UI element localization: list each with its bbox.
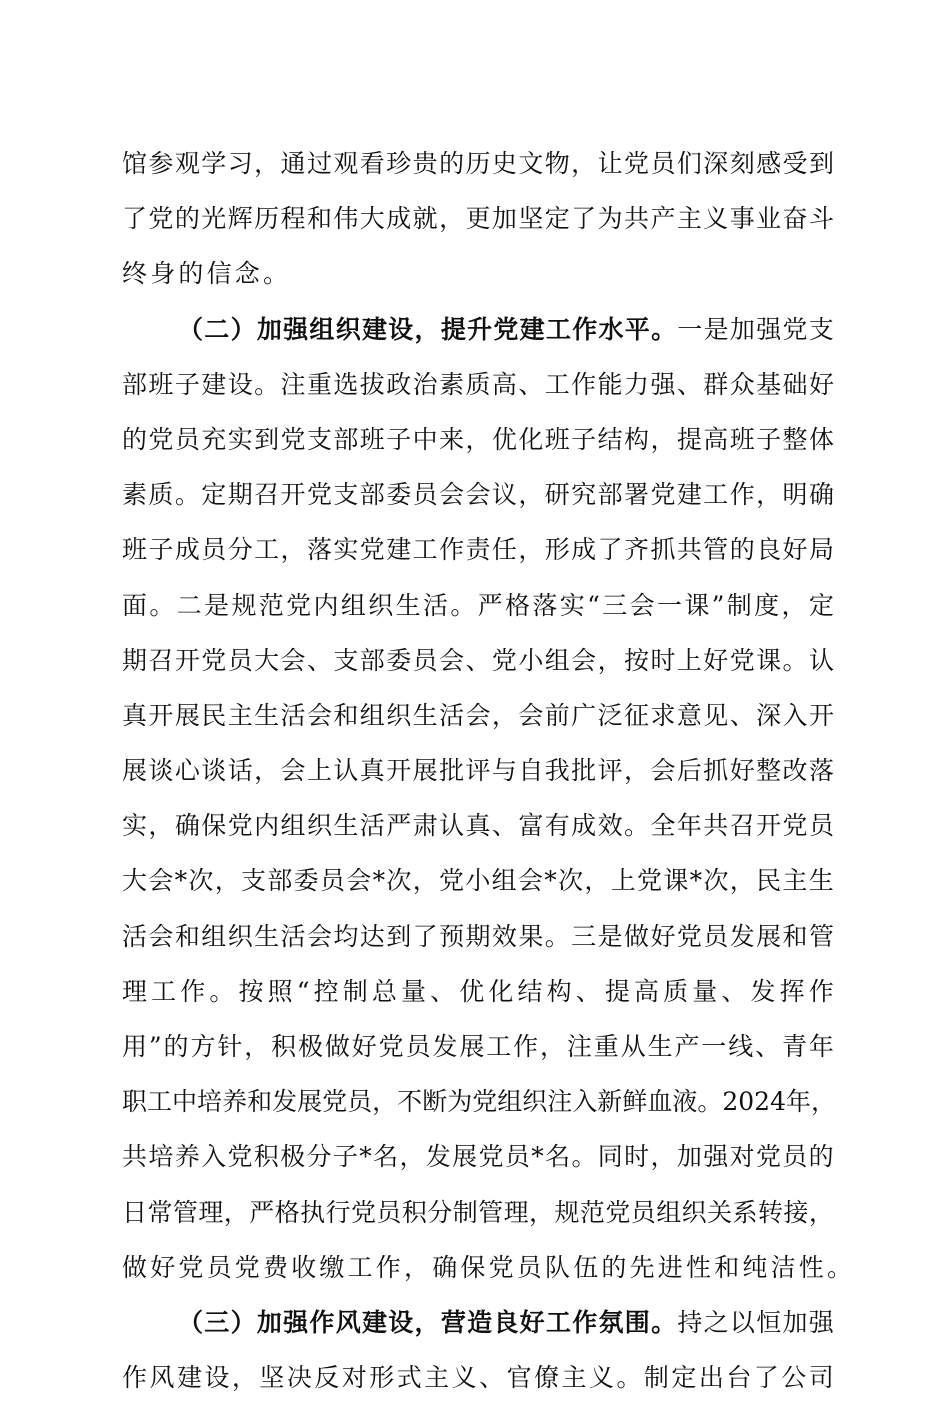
text-line: 作 风 建 设 ， 坚 决 反 对 形 式 主 义 、 官 僚 主 义 。 制 定 出 台 了 公 司 bbox=[122, 1363, 834, 1393]
text-line: 理 工 作 。 按 照 “ 控 制 总 量 、 优 化 结 构 、 提 高 质 量 、 发 挥 作 bbox=[122, 976, 834, 1006]
text-line: 职 工 中 培 养 和 发 展 党 员 ， 不 断 为 党 组 织 注 入 新 鲜 血 液 。 2024 年 ， bbox=[122, 1087, 837, 1117]
text-line: 做好党员党费收缴工作，确保党员队伍的先进性和纯洁性。 bbox=[122, 1252, 856, 1282]
text-line: 真 开 展 民 主 生 活 会 和 组 织 生 活 会 ， 会 前 广 泛 征 求 意 见 、 深 入 开 bbox=[122, 700, 834, 730]
text-line: 的 党 员 充 实 到 党 支 部 班 子 中 来 ， 优 化 班 子 结 构 ， 提 高 班 子 整 体 bbox=[122, 424, 834, 454]
text-line: （ 三 ） 加 强 作 风 建 设 ， 营 造 良 好 工 作 氛 围 。 持 之 以 恒 加 强 bbox=[178, 1307, 834, 1337]
text-line: 终身的信念。 bbox=[122, 259, 292, 289]
document-body bbox=[122, 136, 856, 1405]
text-line: 实 ， 确 保 党 内 组 织 生 活 严 肃 认 真 、 富 有 成 效 。 全 年 共 召 开 党 员 bbox=[122, 811, 834, 841]
text-line: 展 谈 心 谈 话 ， 会 上 认 真 开 展 批 评 与 自 我 批 评 ， 会 后 抓 好 整 改 落 bbox=[122, 756, 834, 786]
text-line: 日 常 管 理 ， 严 格 执 行 党 员 积 分 制 管 理 ， 规 范 党 员 组 织 关 系 转 接 ， bbox=[122, 1197, 834, 1227]
text-line: 用 ” 的 方 针 ， 积 极 做 好 党 员 发 展 工 作 ， 注 重 从 生 产 一 线 、 青 年 bbox=[122, 1032, 834, 1061]
text-line: 期 召 开 党 员 大 会 、 支 部 委 员 会 、 党 小 组 会 ， 按 时 上 好 党 课 。 认 bbox=[122, 645, 834, 675]
text-line: 班 子 成 员 分 工 ， 落 实 党 建 工 作 责 任 ， 形 成 了 齐 抓 共 管 的 良 好 局 bbox=[122, 535, 834, 565]
text-line: 大 会 * 次 ， 支 部 委 员 会 * 次 ， 党 小 组 会 * 次 ， 上 党 课 * 次 ， 民 主 生 bbox=[122, 866, 834, 896]
text-line: 活 会 和 组 织 生 活 会 均 达 到 了 预 期 效 果 。 三 是 做 好 党 员 发 展 和 管 bbox=[122, 921, 834, 951]
text-line: 馆 参 观 学 习 ， 通 过 观 看 珍 贵 的 历 史 文 物 ， 让 党 员 们 深 刻 感 受 到 bbox=[122, 149, 834, 178]
text-line: 部 班 子 建 设 。 注 重 选 拔 政 治 素 质 高 、 工 作 能 力 强 、 群 众 基 础 好 bbox=[122, 369, 834, 399]
text-line: （ 二 ） 加 强 组 织 建 设 ， 提 升 党 建 工 作 水 平 。 一 是 加 强 党 支 bbox=[178, 314, 834, 344]
text-line: 共 培 养 入 党 积 极 分 子 * 名 ， 发 展 党 员 * 名 。 同 时 ， 加 强 对 党 员 的 bbox=[122, 1142, 834, 1172]
text-line: 素 质 。 定 期 召 开 党 支 部 委 员 会 会 议 ， 研 究 部 署 党 建 工 作 ， 明 确 bbox=[122, 480, 834, 510]
text-line: 了 党 的 光 辉 历 程 和 伟 大 成 就 ， 更 加 坚 定 了 为 共 产 主 义 事 业 奋 斗 bbox=[122, 204, 834, 234]
text-line: 面 。 二 是 规 范 党 内 组 织 生 活 。 严 格 落 实 “ 三 会 一 课 ” 制 度 ， 定 bbox=[122, 590, 834, 620]
